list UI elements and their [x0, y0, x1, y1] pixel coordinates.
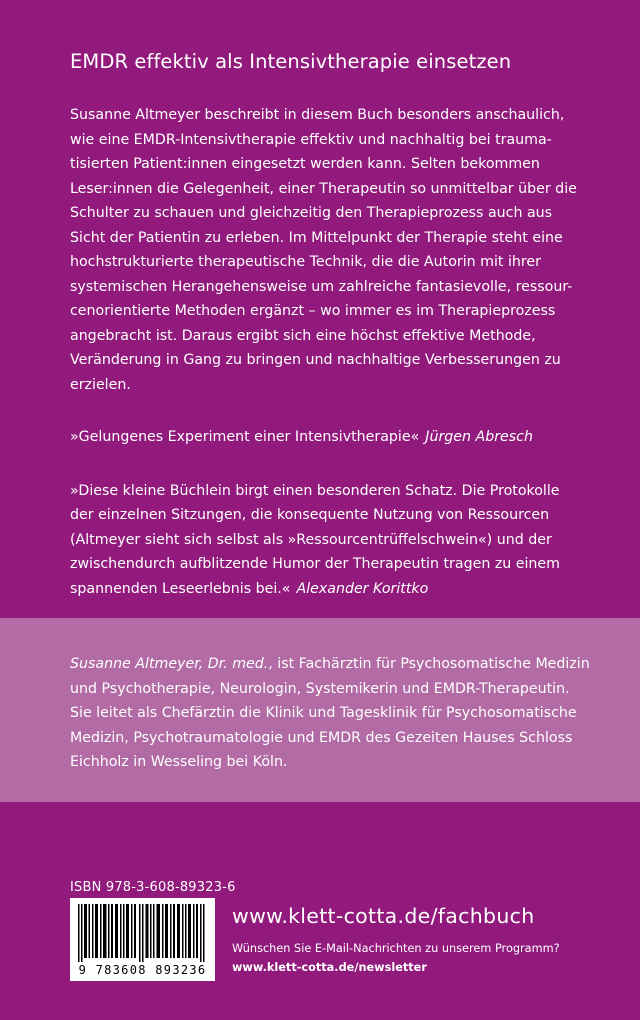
- description-line: Sicht der Patientin zu erleben. Im Mittelpunkt der Therapie steht eine: [70, 229, 563, 246]
- description-line: erzielen.: [70, 376, 131, 393]
- description-line: angebracht ist. Daraus ergibt sich eine höchst effektive Methode,: [70, 327, 536, 344]
- review-quote-2: [70, 479, 590, 602]
- barcode-bars: [78, 904, 207, 962]
- description-line: tisierten Patient:innen eingesetzt werden kann. Selten bekommen: [70, 156, 540, 172]
- quote-line: »Diese kleine Büchlein birgt einen besonderen Schatz. Die Protokolle: [70, 482, 560, 499]
- quote-text: »Gelungenes Experiment einer Intensivtherapie«: [70, 429, 420, 445]
- description-line: Leser:innen die Gelegenheit, einer Therapeutin so unmittelbar über die: [70, 180, 577, 197]
- newsletter-link[interactable]: www.klett-cotta.de/newsletter: [232, 961, 427, 974]
- publisher-website-link[interactable]: www.klett-cotta.de/fachbuch: [232, 904, 535, 928]
- isbn: ISBN 978-3-608-89323-6: [70, 880, 236, 895]
- quote-line: (Altmeyer sieht sich selbst als »Ressourcentrüffelschwein«) und der: [70, 531, 552, 548]
- barcode-number: 9 783608 893236: [78, 963, 207, 977]
- bio-line: , ist Fachärztin für Psychosomatische Medizin: [268, 656, 590, 672]
- description-line: cenorientierte Methoden ergänzt – wo immer es im Therapieprozess: [70, 303, 556, 319]
- bio-line: und Psychotherapie, Neurologin, Systemikerin und EMDR-Therapeutin.: [70, 680, 570, 697]
- description-line: Veränderung in Gang zu bringen und nachhaltige Verbesserungen zu: [70, 352, 561, 368]
- author-bio-band: [0, 618, 640, 802]
- quote-source: Jürgen Abresch: [425, 429, 533, 445]
- description-line: Susanne Altmeyer beschreibt in diesem Buch besonders anschaulich,: [70, 107, 565, 123]
- description-line: hochstrukturierte therapeutische Technik, die die Autorin mit ihrer: [70, 254, 541, 270]
- quote-source: Alexander Korittko: [296, 580, 429, 597]
- headline: EMDR effektiv als Intensivtherapie einsetzen: [70, 50, 512, 73]
- quote-line: der einzelnen Sitzungen, die konsequente Nutzung von Ressourcen: [70, 507, 550, 523]
- review-quote-1: [70, 425, 590, 450]
- description-line: Schulter zu schauen und gleichzeitig den Therapieprozess auch aus: [70, 205, 553, 221]
- bio-line: Medizin, Psychotraumatologie und EMDR des Gezeiten Hauses Schloss: [70, 729, 573, 746]
- author-name: Susanne Altmeyer, Dr. med.: [70, 656, 269, 672]
- description-line: wie eine EMDR-Intensivtherapie effektiv und nachhaltig bei trauma-: [70, 131, 552, 148]
- description: [70, 103, 590, 397]
- bio-line: Eichholz in Wesseling bei Köln.: [70, 754, 288, 770]
- quote-line: zwischendurch aufblitzende Humor der Therapeutin tragen zu einem: [70, 556, 560, 572]
- newsletter-question: Wünschen Sie E-Mail-Nachrichten zu unserem Programm?: [232, 942, 560, 955]
- author-bio: [70, 652, 600, 775]
- bio-line: Sie leitet als Chefärztin die Klinik und Tagesklinik für Psychosomatische: [70, 705, 577, 721]
- quote-line: spannenden Leseerlebnis bei.«: [70, 580, 291, 597]
- barcode: [70, 898, 215, 981]
- description-line: systemischen Herangehensweise um zahlreiche fantasievolle, ressour-: [70, 278, 573, 295]
- back-cover-text: [70, 50, 590, 601]
